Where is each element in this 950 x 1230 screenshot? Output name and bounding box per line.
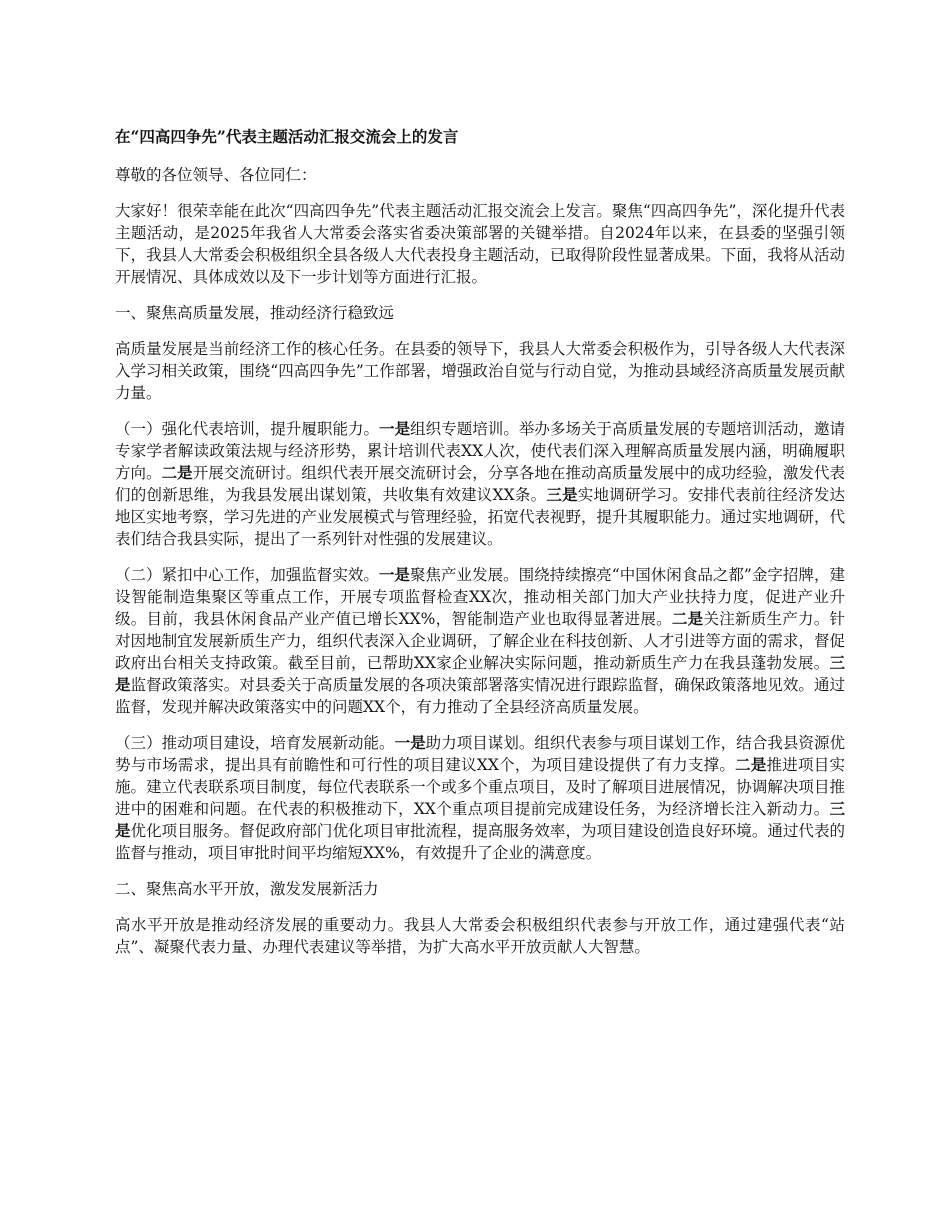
point-marker: 三是 [546,485,578,504]
point-marker: 一是 [394,733,426,752]
point-text: 关注新质生产力。针对因地制宜发展新质生产力，组织代表深入企业调研，了解企业在科技创新、人才引进等方面的需求，督促政府出台相关支持政策。截至目前，已帮助XX家企业解决实际问题，推动新质生产力在我县蓬勃发展。 [115,610,845,672]
point-text: 监督政策落实。对县委关于高质量发展的各项决策部署落实情况进行跟踪监督，确保政策落地见效。通过监督，发现并解决政策落实中的问题XX个，有力推动了全县经济高质量发展。 [115,676,845,716]
section-1-heading: 一、聚焦高质量发展，推动经济行稳致远 [115,304,395,322]
section-1-subsection-1 [115,418,845,550]
point-marker: 二是 [735,755,767,774]
point-marker: 一是 [379,419,411,438]
section-2-intro: 高水平开放是推动经济发展的重要动力。我县人大常委会积极组织代表参与开放工作，通过建强代表“站点”、凝聚代表力量、办理代表建议等举措，为扩大高水平开放贡献人大智慧。 [115,916,845,956]
section-2-heading: 二、聚焦高水平开放，激发发展新活力 [115,880,379,898]
subsection-lead: （二）紧扣中心工作，加强监督实效。 [115,566,379,584]
point-text: 优化项目服务。督促政府部门优化项目审批流程，提高服务效率，为项目建设创造良好环境。通过代表的监督与推动，项目审批时间平均缩短XX%，有效提升了企业的满意度。 [115,822,845,862]
point-text: 推进项目实施。建立代表联系项目制度，每位代表联系一个或多个重点项目，及时了解项目进展情况，协调解决项目推进中的困难和问题。在代表的积极推动下，XX个重点项目提前完成建设任务，为经济增长注入新动力。 [115,756,845,818]
subsection-lead: （一）强化代表培训，提升履职能力。 [115,420,380,438]
point-marker: 三是 [115,799,845,840]
document-title: 在“四高四争先”代表主题活动汇报交流会上的发言 [115,127,459,146]
point-text: 助力项目谋划。组织代表参与项目谋划工作，结合我县资源优势与市场需求，提出具有前瞻性和可行性的项目建议XX个，为项目建设提供了有力支撑。 [115,734,845,774]
point-marker: 三是 [115,653,845,694]
section-1-subsection-3 [115,732,845,864]
point-marker: 一是 [378,565,410,584]
subsection-lead: （三）推动项目建设，培育发展新动能。 [115,734,395,752]
intro-paragraph: 大家好！很荣幸能在此次“四高四争先”代表主题活动汇报交流会上发言。聚焦“四高四争先”，深化提升代表主题活动，是2025年我省人大常委会落实省委决策部署的关键举措。自2024年以来，在县委的坚强引领下，我县人大常委会积极组织全县各级人大代表投身主题活动，已取得阶段性显著成果。下面，我将从活动开展情况、具体成效以及下一步计划等方面进行汇报。 [115,202,845,286]
section-1-intro: 高质量发展是当前经济工作的核心任务。在县委的领导下，我县人大常委会积极作为，引导各级人大代表深入学习相关政策，围绕“四高四争先”工作部署，增强政治自觉与行动自觉，为推动县域经济高质量发展贡献力量。 [115,340,845,402]
point-text: 实地调研学习。安排代表前往经济发达地区实地考察，学习先进的产业发展模式与管理经验，拓宽代表视野，提升其履职能力。通过实地调研，代表们结合我县实际，提出了一系列针对性强的发展建议。 [115,486,845,548]
salutation: 尊敬的各位领导、各位同仁： [115,166,317,184]
point-marker: 二是 [161,463,193,482]
point-marker: 二是 [671,609,704,628]
point-text: 开展交流研讨。组织代表开展交流研讨会，分享各地在推动高质量发展中的成功经验，激发代表们的创新思维，为我县发展出谋划策，共收集有效建议XX条。 [115,464,845,504]
point-text: 组织专题培训。举办多场关于高质量发展的专题培训活动，邀请专家学者解读政策法规与经济形势，累计培训代表XX人次，使代表们深入理解高质量发展内涵，明确履职方向。 [115,420,845,482]
section-1-subsection-2 [115,564,845,718]
point-text: 聚焦产业发展。围绕持续擦亮“中国休闲食品之都”金字招牌，建设智能制造集聚区等重点工作，开展专项监督检查XX次，推动相关部门加大产业扶持力度，促进产业升级。目前，我县休闲食品产业产值已增长XX%，智能制造产业也取得显著进展。 [115,566,845,628]
